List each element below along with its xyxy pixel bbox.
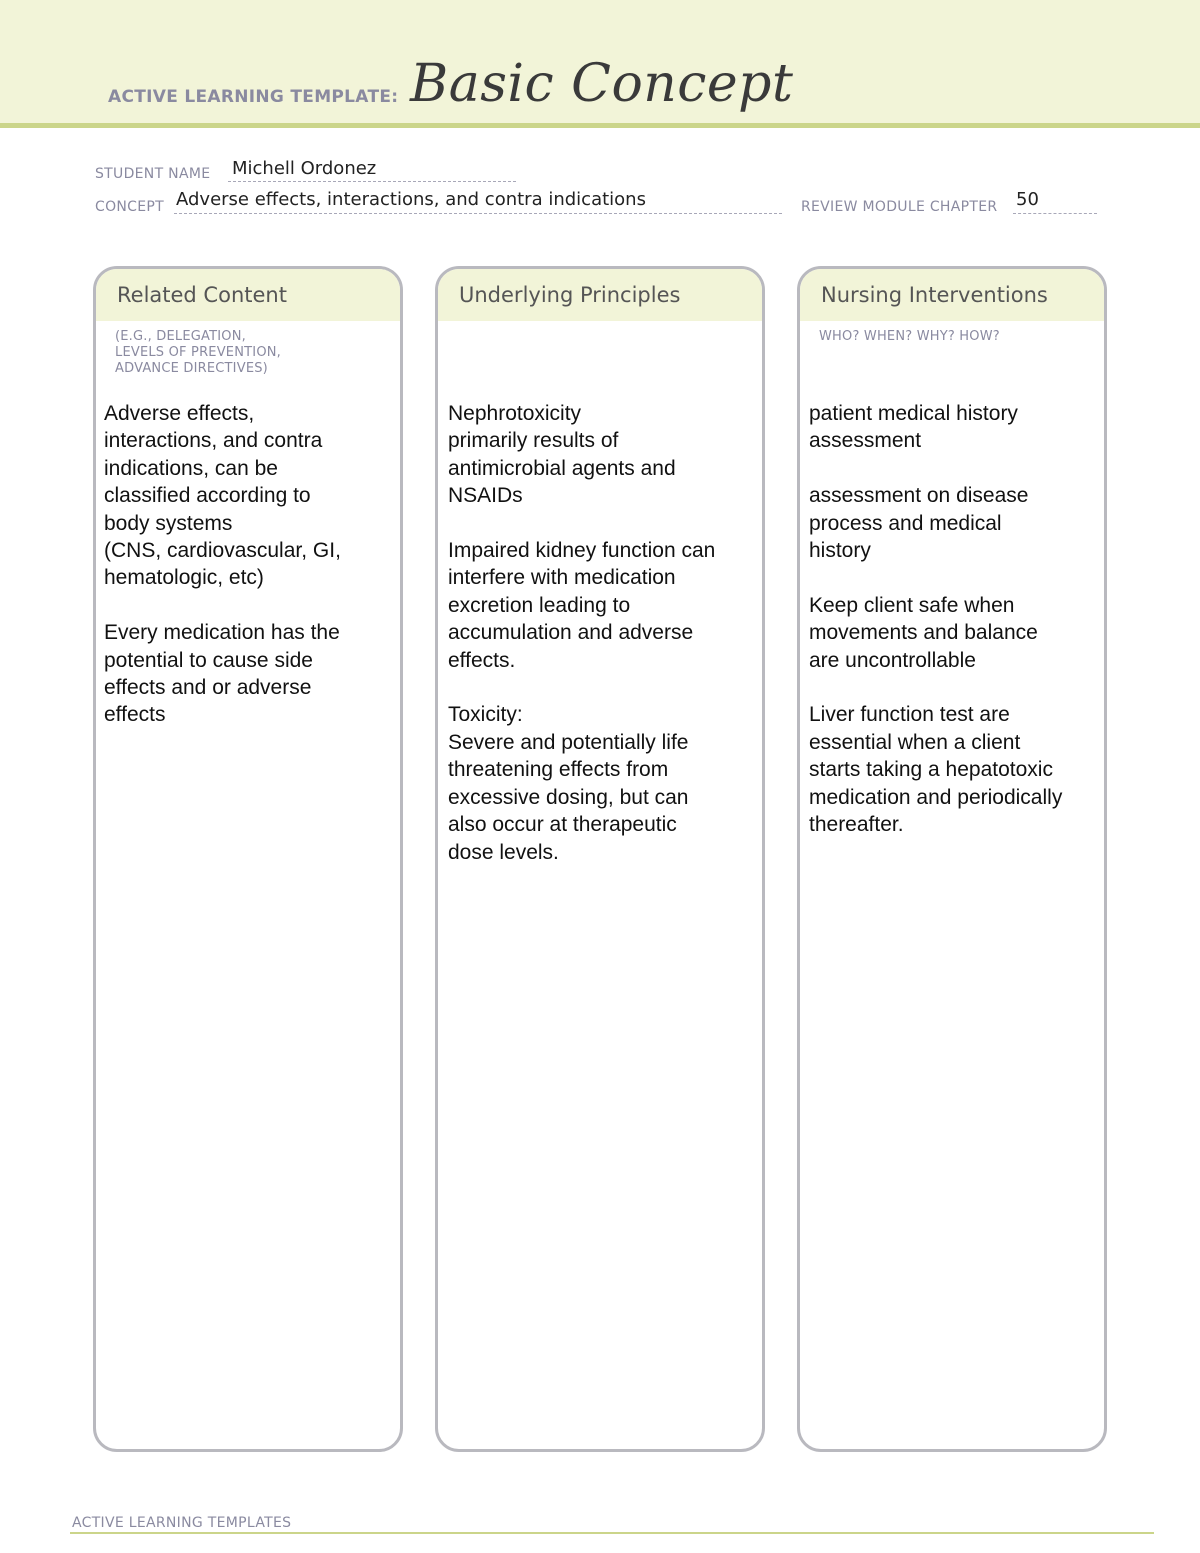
template-title: Basic Concept [410,54,794,114]
footer-rule [70,1532,1154,1534]
underlying-principles-heading: Underlying Principles [438,269,762,321]
related-content-card [93,266,403,1452]
nursing-interventions-heading: Nursing Interventions [800,269,1104,321]
student-name-label: STUDENT NAME [95,166,211,182]
underlying-principles-card [435,266,765,1452]
concept-line [174,213,782,214]
related-content-text[interactable]: Adverse effects, interactions, and contra indications, can be classified according to body systems (CNS, cardiovascular, GI, hematologic, etc) Every medication has the potential to cause side effects and or adverse effects [104,402,341,727]
review-module-line [1013,213,1097,214]
student-name-line [228,181,516,182]
concept-label: CONCEPT [95,199,164,215]
header-rule [0,123,1200,128]
nursing-interventions-hint: WHO? WHEN? WHY? HOW? [819,329,1000,344]
student-name-field[interactable]: Michell Ordonez [232,158,377,179]
related-content-heading: Related Content [96,269,400,321]
nursing-interventions-text[interactable]: patient medical history assessment assessment on disease process and medical history Keep client safe when movements and balance are uncontrollable Liver function test are essential when a client starts taking a hepatotoxic medication and periodically thereafter. [809,402,1063,837]
template-label: ACTIVE LEARNING TEMPLATE: [108,87,399,107]
footer-label: ACTIVE LEARNING TEMPLATES [72,1515,292,1531]
related-content-hint: (E.G., DELEGATION, LEVELS OF PREVENTION, ADVANCE DIRECTIVES) [115,329,282,376]
underlying-principles-text[interactable]: Nephrotoxicity primarily results of antimicrobial agents and NSAIDs Impaired kidney function can interfere with medication excretion leading to accumulation and adverse effects. Toxicity: Severe and potentially life threatening effects from excessive dosing, but can also occur at therapeutic dose levels. [448,402,716,864]
review-module-field[interactable]: 50 [1016,189,1039,210]
nursing-interventions-card [797,266,1107,1452]
concept-field[interactable]: Adverse effects, interactions, and contra indications [176,189,646,210]
review-module-label: REVIEW MODULE CHAPTER [801,199,998,215]
